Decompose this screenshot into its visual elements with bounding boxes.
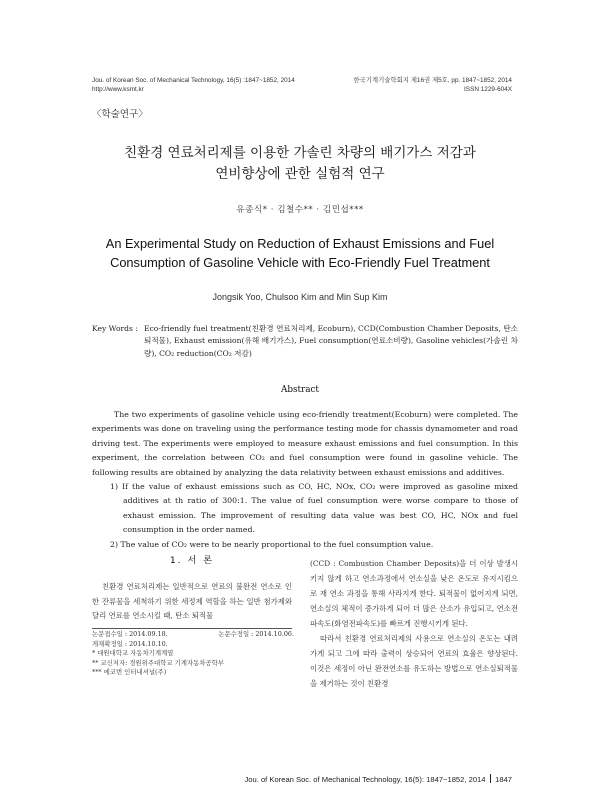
title-english xyxy=(60,235,540,272)
accepted-date: 게재확정일 : 2014.10.10. xyxy=(92,639,168,648)
affiliation-2: ** 교신저자: 경원위주대학교 기계자동차공학부 xyxy=(92,658,224,667)
journal-citation-ko: 한국기계기술학회지 제16권 제5호, pp. 1847~1852, 2014 xyxy=(353,77,512,84)
affiliation-1: * 대원대학교 자동차기계계열 xyxy=(92,649,174,658)
title-english-line-2: Consumption of Gasoline Vehicle with Eco-Friendly Fuel Treatment xyxy=(110,254,490,270)
footnote-dates-row xyxy=(92,630,302,640)
footnote-divider xyxy=(92,628,292,629)
page-number: 1847 xyxy=(495,775,512,784)
page-footer xyxy=(245,774,513,784)
authors-english: Jongsik Yoo, Chulsoo Kim and Min Sup Kim xyxy=(212,292,388,302)
body-paragraph: 따라서 친환경 연료처리제의 사용으로 연소실의 온도는 내려가게 되고 그에 따라 출력이 상승되어 연료의 효율은 향상된다. 이것은 세정이 아닌 완전연소를 유도하는 방법으로 연소실퇴적물을 제거하는 것이 친환경 xyxy=(310,634,518,688)
affiliation-3: *** 에코번 인터내셔널(주) xyxy=(92,668,167,677)
journal-header-left xyxy=(92,76,295,94)
abstract-heading: Abstract xyxy=(281,385,319,395)
abstract-result-item: 1) If the value of exhaust emissions such as CO, HC, NOx, CO₂ were improved as gasoline mixed additives at th ratio of 300:1. The value of fuel consumption were worse compare to those of exhaust emission. The improvement of resulting data value was best CO, HC, NOx and fuel consumption in the order named. xyxy=(110,482,518,535)
keywords-text: Eco-friendly fuel treatment(친환경 연료처리제, Ecoburn), CCD(Combustion Chamber Deposits, 탄소퇴적물), Exhaust emission(유해 배기가스), Fuel consumption(연료소비량), Gasoline vehicles(가솔린 차량), CO₂ reduction(CO₂ 저감) xyxy=(144,324,518,358)
keywords-block xyxy=(92,323,518,360)
title-english-line-1: An Experimental Study on Reduction of Exhaust Emissions and Fuel xyxy=(105,236,495,251)
introduction-paragraph: 친환경 연료처리제는 일반적으로 연료의 불완전 연소로 인한 잔류물을 세척하기 위한 세정제 역할을 하는 일반 첨가제와 달리 연료를 연소시킬 때, 탄소 퇴적물 xyxy=(92,582,292,620)
issn: ISSN 1229-604X xyxy=(464,86,512,93)
title-korean-line-2: 연비향상에 관한 실험적 연구 xyxy=(215,166,385,182)
journal-header-right xyxy=(353,76,512,94)
journal-citation: Jou. of Korean Soc. of Mechanical Technology, 16(5) :1847~1852, 2014 xyxy=(92,77,295,84)
section-tag: 〈학술연구〉 xyxy=(92,109,148,120)
journal-url[interactable]: http://www.ksmt.kr xyxy=(92,86,144,93)
abstract-results-list xyxy=(110,480,518,552)
footnotes xyxy=(92,630,302,678)
abstract-body xyxy=(92,408,518,552)
introduction-heading: 1. 서 론 xyxy=(169,555,215,566)
keywords-label: Key Words : xyxy=(92,324,138,333)
received-date: 논문접수일 : 2014.09.18. xyxy=(92,630,168,638)
authors-korean: 유종식* · 김철수** · 김민섭*** xyxy=(236,205,364,215)
title-korean-line-1: 친환경 연료처리제를 이용한 가솔린 차량의 배기가스 저감과 xyxy=(124,145,476,161)
title-korean xyxy=(60,143,540,185)
abstract-result-item: 2) The value of CO₂ were to be nearly proportional to the fuel consumption value. xyxy=(110,539,434,549)
body-column-left xyxy=(92,580,292,624)
abstract-paragraph: The two experiments of gasoline vehicle using eco-friendly treatment(Ecoburn) were completed. The experiments was done on traveling using the performance testing mode for chassis dynamometer and road driving test. The experiments were employed to measure exhaust emissions and fuel consumption. In this experiment, the correlation between CO₂ and fuel consumption were found in gasoline vehicle. The following results are obtained by analyzing the data relativity between exhaust emissions and additives. xyxy=(92,410,518,477)
body-paragraph: (CCD : Combustion Chamber Deposits)을 더 이상 발생시키지 않게 하고 연소과정에서 연소실을 낮은 온도로 유지시킴으로 재 연소 과정을 통해 사라지게 한다. 퇴적물이 없어지게 되면, 연소실의 체적이 증가하게 되어 더 많은 산소가 유입되고, 연소전파속도(화염전파속도)를 빠르게 진행시키게 된다. xyxy=(310,559,518,628)
revised-date: 논문수정일 : 2014.10.06. xyxy=(218,630,294,638)
body-column-right xyxy=(310,556,518,691)
footer-citation: Jou. of Korean Soc. of Mechanical Technology, 16(5): 1847~1852, 2014 xyxy=(244,775,486,784)
footer-separator xyxy=(490,774,492,783)
